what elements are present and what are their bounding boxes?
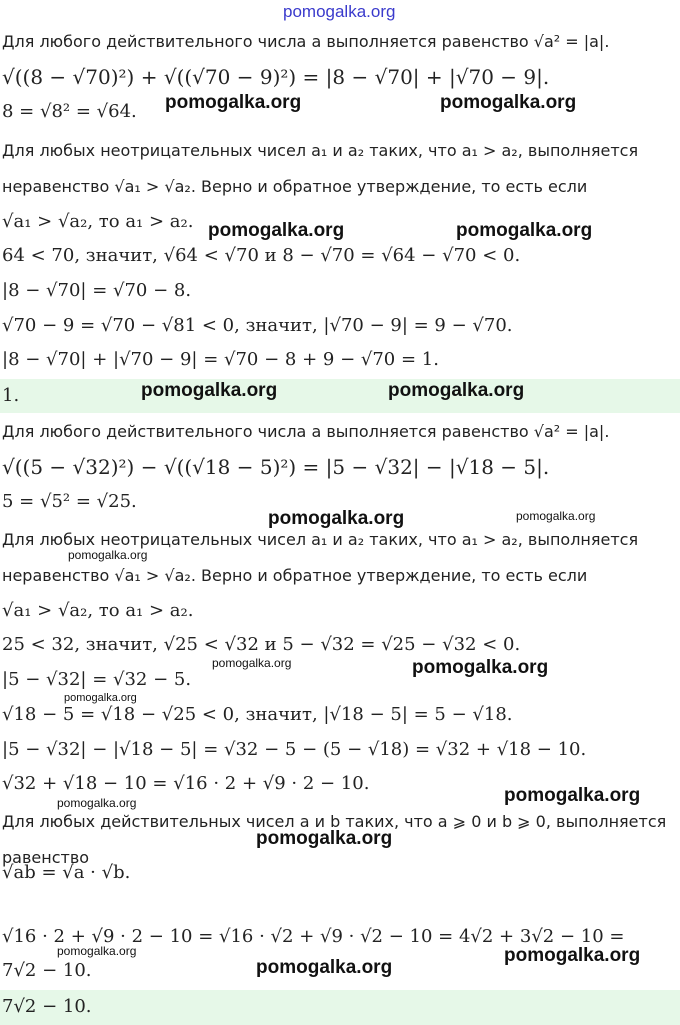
watermark: pomogalka.org xyxy=(388,380,525,401)
math-line-26: 7√2 − 10. xyxy=(2,960,92,981)
watermark: pomogalka.org xyxy=(68,548,148,562)
math-line-13: 5 = √5² = √25. xyxy=(2,491,137,512)
watermark: pomogalka.org xyxy=(256,957,393,978)
watermark: pomogalka.org xyxy=(456,220,593,241)
math-line-8: |8 − √70| = √70 − 8. xyxy=(2,280,192,301)
text-line-5: неравенство √a₁ > √a₂. Верно и обратное утверждение, то есть если xyxy=(2,177,588,196)
answer-2: 7√2 − 10. xyxy=(2,996,92,1017)
watermark: pomogalka.org xyxy=(57,796,137,810)
watermark-top: pomogalka.org xyxy=(283,2,396,21)
watermark: pomogalka.org xyxy=(516,509,596,523)
watermark: pomogalka.org xyxy=(208,220,345,241)
text-line-1: Для любого действительного числа a выполняется равенство √a² = |a|. xyxy=(2,32,610,51)
math-line-2: √((8 − √70)²) + √((√70 − 9)²) = |8 − √70| + |√70 − 9|. xyxy=(2,65,550,89)
math-line-20: |5 − √32| − |√18 − 5| = √32 − 5 − (5 − √18) = √32 + √18 − 10. xyxy=(2,739,587,760)
watermark: pomogalka.org xyxy=(64,692,137,704)
text-line-11: Для любого действительного числа a выполняется равенство √a² = |a|. xyxy=(2,422,610,441)
math-line-25: √16 · 2 + √9 · 2 − 10 = √16 · √2 + √9 · √2 − 10 = 4√2 + 3√2 − 10 = xyxy=(2,926,625,947)
math-line-6: √a₁ > √a₂, то a₁ > a₂. xyxy=(2,211,194,232)
math-line-3: 8 = √8² = √64. xyxy=(2,101,137,122)
math-line-10: |8 − √70| + |√70 − 9| = √70 − 8 + 9 − √70 = 1. xyxy=(2,349,439,370)
answer-1: 1. xyxy=(2,385,20,406)
text-line-14: Для любых неотрицательных чисел a₁ и a₂ таких, что a₁ > a₂, выполняется xyxy=(2,530,639,549)
math-line-17: 25 < 32, значит, √25 < √32 и 5 − √32 = √25 − √32 < 0. xyxy=(2,634,521,655)
text-line-15: неравенство √a₁ > √a₂. Верно и обратное утверждение, то есть если xyxy=(2,566,588,585)
math-line-21: √32 + √18 − 10 = √16 · 2 + √9 · 2 − 10. xyxy=(2,773,370,794)
text-line-23: равенство xyxy=(2,848,90,867)
math-line-9: √70 − 9 = √70 − √81 < 0, значит, |√70 − 9| = 9 − √70. xyxy=(2,315,513,336)
math-line-19: √18 − 5 = √18 − √25 < 0, значит, |√18 − 5| = 5 − √18. xyxy=(2,704,513,725)
answer-band-2 xyxy=(0,990,680,1025)
math-line-7: 64 < 70, значит, √64 < √70 и 8 − √70 = √64 − √70 < 0. xyxy=(2,245,521,266)
math-line-24: √ab = √a · √b. xyxy=(2,862,131,883)
watermark: pomogalka.org xyxy=(256,828,393,849)
watermark: pomogalka.org xyxy=(141,380,278,401)
watermark: pomogalka.org xyxy=(57,944,137,958)
math-line-18: |5 − √32| = √32 − 5. xyxy=(2,669,192,690)
watermark: pomogalka.org xyxy=(504,785,641,806)
answer-band-1 xyxy=(0,379,680,413)
text-line-4: Для любых неотрицательных чисел a₁ и a₂ таких, что a₁ > a₂, выполняется xyxy=(2,141,639,160)
text-line-22: Для любых действительных чисел a и b таких, что a ⩾ 0 и b ⩾ 0, выполняется xyxy=(2,812,667,831)
watermark: pomogalka.org xyxy=(212,656,292,670)
watermark: pomogalka.org xyxy=(440,92,577,113)
watermark: pomogalka.org xyxy=(268,508,405,529)
math-line-16: √a₁ > √a₂, то a₁ > a₂. xyxy=(2,600,194,621)
watermark: pomogalka.org xyxy=(412,657,549,678)
math-line-12: √((5 − √32)²) − √((√18 − 5)²) = |5 − √32| − |√18 − 5|. xyxy=(2,455,550,479)
watermark: pomogalka.org xyxy=(165,92,302,113)
watermark: pomogalka.org xyxy=(504,945,641,966)
